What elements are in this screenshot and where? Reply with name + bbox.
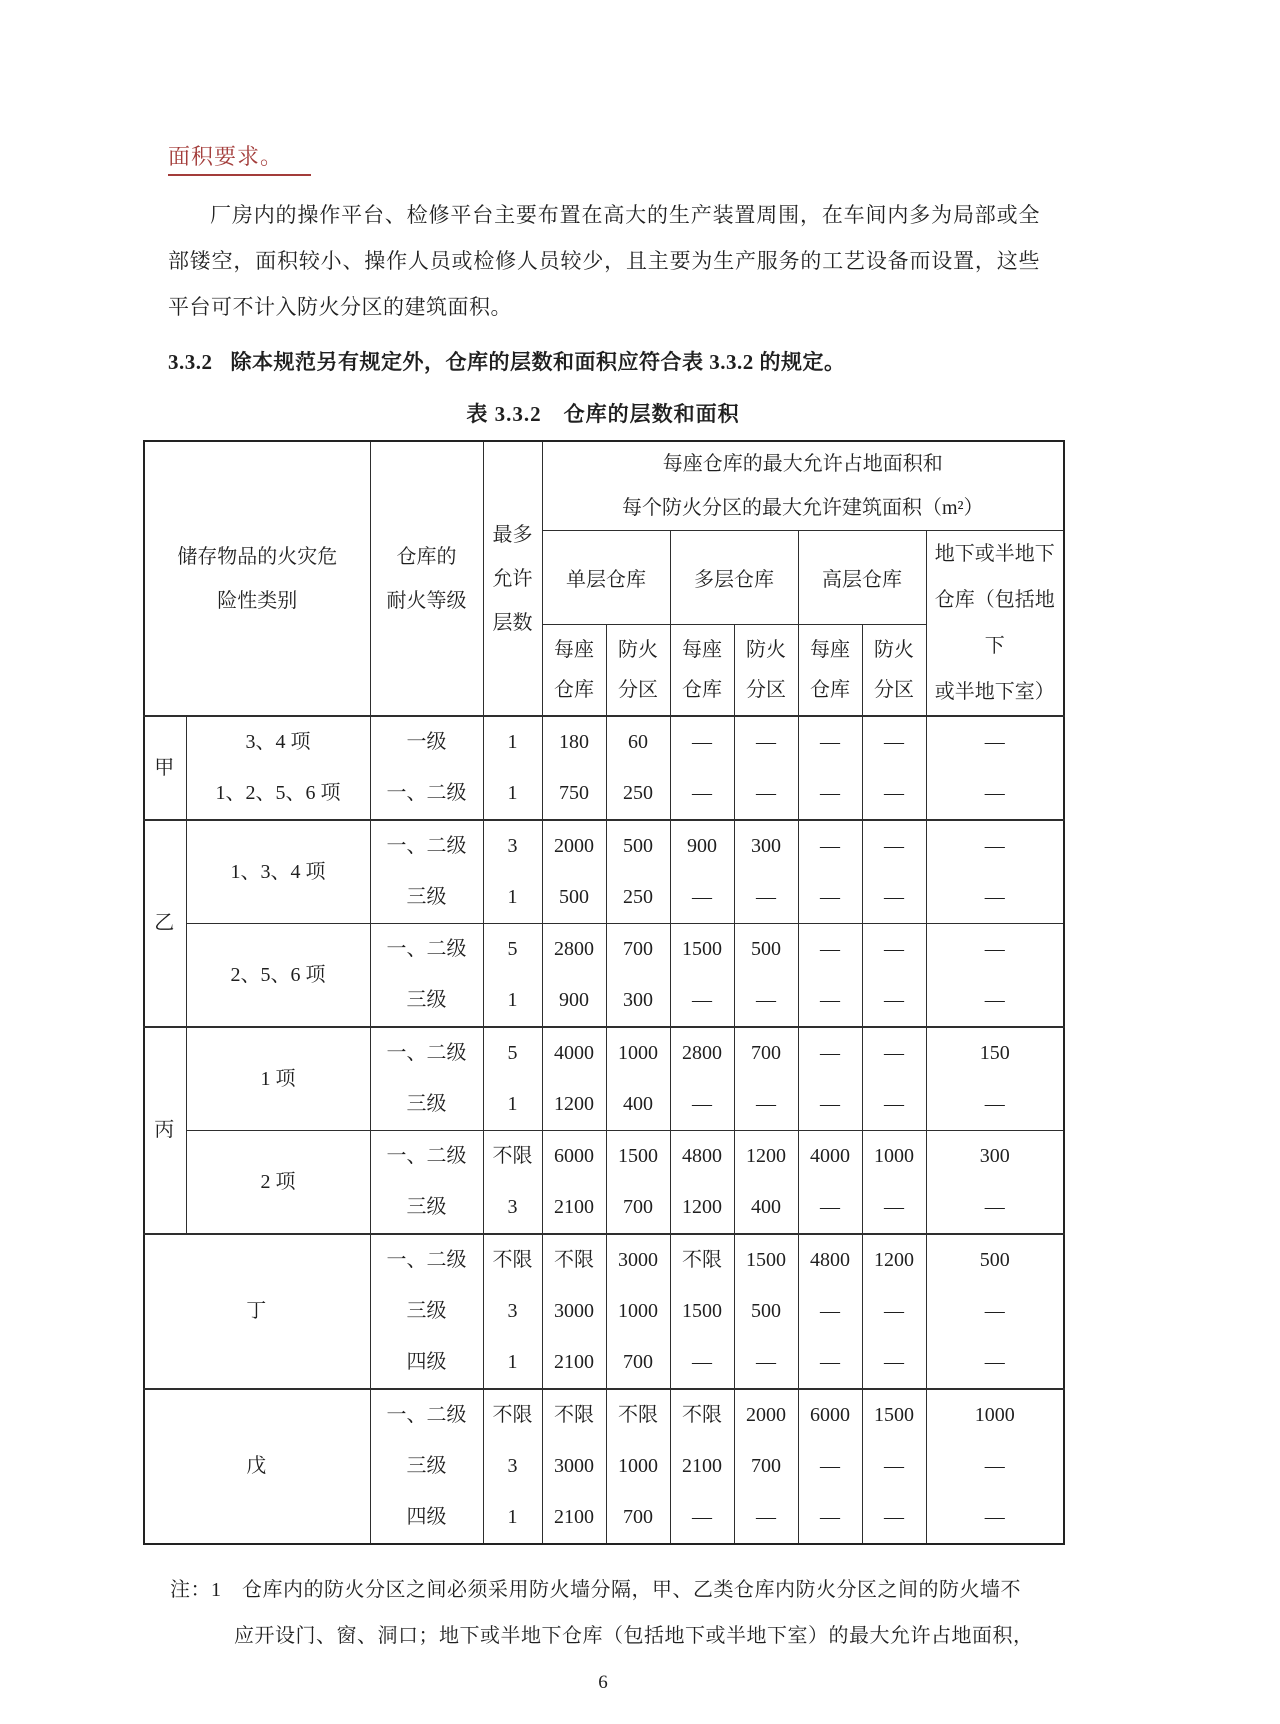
cell-fire: 一、二级 <box>370 1389 483 1441</box>
note-line-2: 应开设门、窗、洞口；地下或半地下仓库（包括地下或半地下室）的最大允许占地面积， <box>234 1625 1034 1647</box>
cell-fire: 一、二级 <box>370 768 483 820</box>
subheader-fire-compartment: 防火 分区 <box>862 624 926 716</box>
cell-value: — <box>734 1337 798 1389</box>
category-letter: 丁 <box>144 1234 370 1389</box>
cell-value: 2100 <box>542 1337 606 1389</box>
cell-value: 1000 <box>606 1027 670 1079</box>
header-max-floors: 最多 允许 层数 <box>483 441 542 716</box>
cell-items: 1、3、4 项 <box>186 820 370 924</box>
cell-underground: — <box>926 975 1064 1027</box>
clause-number: 3.3.2 <box>168 350 213 374</box>
cell-value: 900 <box>542 975 606 1027</box>
header-underground: 地下或半地下 仓库（包括地下 或半地下室） <box>926 531 1064 717</box>
cell-value: 1000 <box>862 1131 926 1183</box>
cell-underground: — <box>926 716 1064 768</box>
cell-value: — <box>798 1079 862 1131</box>
clause-3-3-2 <box>168 342 1048 382</box>
cell-underground: — <box>926 1492 1064 1544</box>
cell-value: 250 <box>606 768 670 820</box>
cell-underground: — <box>926 1182 1064 1234</box>
cell-floors: 3 <box>483 1286 542 1337</box>
category-letter: 丙 <box>144 1027 186 1234</box>
cell-floors: 3 <box>483 1182 542 1234</box>
cell-value: 500 <box>606 820 670 872</box>
cell-value: — <box>862 975 926 1027</box>
header-fire-rating: 仓库的 耐火等级 <box>370 441 483 716</box>
header-single-storey: 单层仓库 <box>542 531 670 625</box>
cell-value: — <box>734 975 798 1027</box>
cell-items: 1 项 <box>186 1027 370 1131</box>
cell-fire: 三级 <box>370 1079 483 1131</box>
cell-underground: — <box>926 872 1064 924</box>
cell-value: 2000 <box>734 1389 798 1441</box>
cell-value: 不限 <box>542 1389 606 1441</box>
cell-value: — <box>862 1079 926 1131</box>
cell-value: — <box>734 1079 798 1131</box>
cell-value: — <box>862 820 926 872</box>
cell-value: 不限 <box>542 1234 606 1286</box>
cell-value: 500 <box>734 1286 798 1337</box>
cell-value: — <box>670 1492 734 1544</box>
cell-value: — <box>862 716 926 768</box>
cell-value: 1200 <box>734 1131 798 1183</box>
table-row <box>144 1131 1064 1183</box>
cell-value: — <box>862 872 926 924</box>
cell-fire: 三级 <box>370 872 483 924</box>
cell-value: 3000 <box>606 1234 670 1286</box>
cell-value: — <box>670 1079 734 1131</box>
cell-value: 2800 <box>542 924 606 976</box>
cell-fire: 一级 <box>370 716 483 768</box>
cell-value: — <box>798 1337 862 1389</box>
cell-value: 1500 <box>606 1131 670 1183</box>
cell-value: 500 <box>734 924 798 976</box>
cell-underground: 150 <box>926 1027 1064 1079</box>
table-note <box>170 1567 1055 1659</box>
cell-value: 1500 <box>670 924 734 976</box>
cell-underground: — <box>926 820 1064 872</box>
cell-underground: 500 <box>926 1234 1064 1286</box>
cell-value: 700 <box>606 1337 670 1389</box>
cell-value: 1200 <box>542 1079 606 1131</box>
cell-value: — <box>862 1337 926 1389</box>
body-paragraph: 厂房内的操作平台、检修平台主要布置在高大的生产装置周围，在车间内多为局部或全部镂空，面积较小、操作人员或检修人员较少，且主要为生产服务的工艺设备而设置，这些平台可不计入防火分区的建筑面积。 <box>168 203 1040 319</box>
cell-value: — <box>734 716 798 768</box>
cell-value: 300 <box>606 975 670 1027</box>
cell-floors: 5 <box>483 924 542 976</box>
cell-floors: 3 <box>483 1441 542 1492</box>
header-highrise: 高层仓库 <box>798 531 926 625</box>
table-row <box>144 768 1064 820</box>
cell-underground: — <box>926 1286 1064 1337</box>
note-line-1: 注：1 仓库内的防火分区之间必须采用防火墙分隔，甲、乙类仓库内防火分区之间的防火墙不 <box>170 1579 1021 1601</box>
cell-floors: 3 <box>483 820 542 872</box>
cell-value: — <box>862 1182 926 1234</box>
cell-value: 700 <box>606 924 670 976</box>
cell-fire: 一、二级 <box>370 1131 483 1183</box>
cell-value: — <box>798 1182 862 1234</box>
cell-value: 500 <box>542 872 606 924</box>
category-letter: 甲 <box>144 716 186 820</box>
category-letter: 乙 <box>144 820 186 1027</box>
table-title: 表 3.3.2 仓库的层数和面积 <box>466 402 740 426</box>
subheader-per-building: 每座 仓库 <box>798 624 862 716</box>
cell-value: — <box>798 872 862 924</box>
table-row <box>144 820 1064 872</box>
cell-value: 2100 <box>542 1492 606 1544</box>
cell-value: 4000 <box>542 1027 606 1079</box>
cell-value: 不限 <box>606 1389 670 1441</box>
table-row <box>144 1234 1064 1286</box>
cell-value: — <box>862 1027 926 1079</box>
cell-value: 700 <box>606 1492 670 1544</box>
cell-floors: 不限 <box>483 1131 542 1183</box>
cell-fire: 一、二级 <box>370 820 483 872</box>
cell-fire: 三级 <box>370 975 483 1027</box>
cell-value: 300 <box>734 820 798 872</box>
cell-value: — <box>670 975 734 1027</box>
cell-value: — <box>734 872 798 924</box>
subheader-per-building: 每座 仓库 <box>542 624 606 716</box>
cell-value: 400 <box>606 1079 670 1131</box>
cell-floors: 1 <box>483 768 542 820</box>
cell-items: 2、5、6 项 <box>186 924 370 1028</box>
cell-items: 3、4 项 <box>186 716 370 768</box>
cell-floors: 不限 <box>483 1389 542 1441</box>
cell-fire: 一、二级 <box>370 924 483 976</box>
cell-fire: 一、二级 <box>370 1027 483 1079</box>
cell-value: — <box>798 768 862 820</box>
cell-floors: 1 <box>483 975 542 1027</box>
page-number: 6 <box>598 1672 608 1693</box>
cell-value: — <box>862 1492 926 1544</box>
cell-floors: 1 <box>483 1492 542 1544</box>
cell-floors: 5 <box>483 1027 542 1079</box>
cell-value: — <box>734 768 798 820</box>
cell-value: 400 <box>734 1182 798 1234</box>
subheader-fire-compartment: 防火 分区 <box>734 624 798 716</box>
cell-underground: — <box>926 1337 1064 1389</box>
table-row <box>144 1027 1064 1079</box>
cell-floors: 1 <box>483 1079 542 1131</box>
table-row <box>144 1389 1064 1441</box>
cell-fire: 一、二级 <box>370 1234 483 1286</box>
clause-text: 除本规范另有规定外，仓库的层数和面积应符合表 3.3.2 的规定。 <box>230 350 846 374</box>
cell-value: 1500 <box>862 1389 926 1441</box>
cell-items: 1、2、5、6 项 <box>186 768 370 820</box>
cell-value: 不限 <box>670 1234 734 1286</box>
header-category: 储存物品的火灾危 险性类别 <box>144 441 370 716</box>
cell-value: 不限 <box>670 1389 734 1441</box>
cell-value: 6000 <box>798 1389 862 1441</box>
cell-floors: 1 <box>483 1337 542 1389</box>
cell-value: — <box>798 1027 862 1079</box>
cell-value: 700 <box>734 1441 798 1492</box>
cell-value: 6000 <box>542 1131 606 1183</box>
cell-value: 750 <box>542 768 606 820</box>
cell-value: — <box>670 768 734 820</box>
cell-floors: 1 <box>483 716 542 768</box>
header-multi-storey: 多层仓库 <box>670 531 798 625</box>
cell-value: — <box>670 872 734 924</box>
cell-value: — <box>798 716 862 768</box>
cell-value: 2800 <box>670 1027 734 1079</box>
cell-value: 180 <box>542 716 606 768</box>
cell-value: 3000 <box>542 1286 606 1337</box>
cell-underground: 300 <box>926 1131 1064 1183</box>
cell-value: — <box>798 1492 862 1544</box>
header-area-span-title: 每座仓库的最大允许占地面积和 每个防火分区的最大允许建筑面积（m²） <box>542 441 1064 531</box>
cell-value: 1200 <box>670 1182 734 1234</box>
cell-value: 2000 <box>542 820 606 872</box>
cell-value: — <box>734 1492 798 1544</box>
cell-value: — <box>862 1441 926 1492</box>
cell-value: 1000 <box>606 1441 670 1492</box>
subheader-fire-compartment: 防火 分区 <box>606 624 670 716</box>
cell-value: 3000 <box>542 1441 606 1492</box>
cell-value: 4000 <box>798 1131 862 1183</box>
table-row <box>144 924 1064 976</box>
cell-value: 1200 <box>862 1234 926 1286</box>
cell-fire: 三级 <box>370 1441 483 1492</box>
cell-value: 60 <box>606 716 670 768</box>
cell-floors: 不限 <box>483 1234 542 1286</box>
cell-value: — <box>670 716 734 768</box>
section-heading-wrap <box>143 0 1063 176</box>
cell-value: — <box>670 1337 734 1389</box>
cell-items: 2 项 <box>186 1131 370 1235</box>
cell-underground: — <box>926 924 1064 976</box>
header-row-1 <box>144 441 1064 531</box>
cell-floors: 1 <box>483 872 542 924</box>
cell-underground: — <box>926 1079 1064 1131</box>
category-letter: 戊 <box>144 1389 370 1544</box>
cell-value: 900 <box>670 820 734 872</box>
cell-value: — <box>798 1441 862 1492</box>
cell-value: 4800 <box>670 1131 734 1183</box>
page-content <box>143 0 1063 1659</box>
cell-value: — <box>798 820 862 872</box>
section-heading: 面积要求。 <box>168 140 311 176</box>
cell-value: — <box>862 768 926 820</box>
cell-underground: — <box>926 1441 1064 1492</box>
cell-fire: 四级 <box>370 1337 483 1389</box>
cell-fire: 三级 <box>370 1182 483 1234</box>
cell-value: 2100 <box>542 1182 606 1234</box>
cell-fire: 三级 <box>370 1286 483 1337</box>
cell-value: 2100 <box>670 1441 734 1492</box>
cell-value: — <box>798 975 862 1027</box>
table-row <box>144 716 1064 768</box>
cell-value: — <box>798 1286 862 1337</box>
warehouse-floors-area-table <box>143 440 1065 1545</box>
cell-value: — <box>862 1286 926 1337</box>
cell-value: — <box>798 924 862 976</box>
cell-value: — <box>862 924 926 976</box>
cell-value: 700 <box>606 1182 670 1234</box>
cell-value: 700 <box>734 1027 798 1079</box>
cell-value: 250 <box>606 872 670 924</box>
cell-value: 1500 <box>734 1234 798 1286</box>
cell-fire: 四级 <box>370 1492 483 1544</box>
cell-value: 1000 <box>606 1286 670 1337</box>
cell-value: 1500 <box>670 1286 734 1337</box>
cell-value: 4800 <box>798 1234 862 1286</box>
cell-underground: 1000 <box>926 1389 1064 1441</box>
subheader-per-building: 每座 仓库 <box>670 624 734 716</box>
cell-underground: — <box>926 768 1064 820</box>
